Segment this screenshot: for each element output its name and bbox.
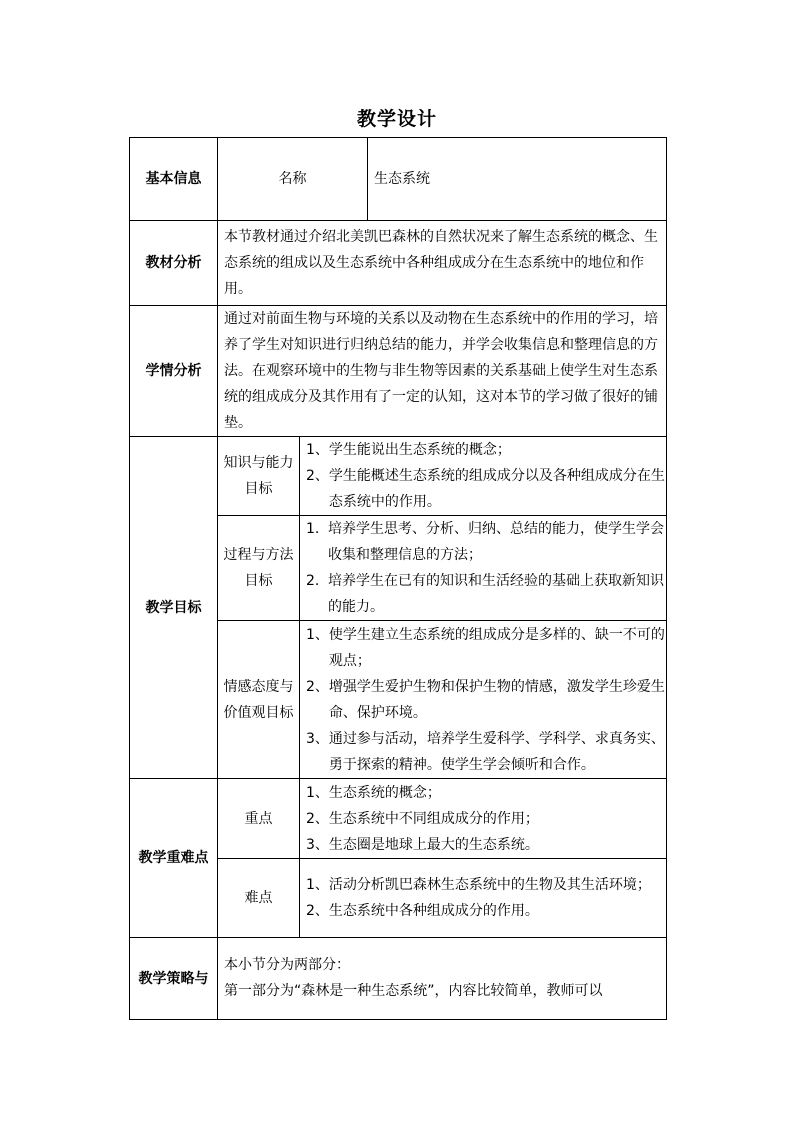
strategy-line-2: 第一部分为“森林是一种生态系统”，内容比较简单，教师可以 xyxy=(224,983,603,999)
lesson-plan-table xyxy=(129,137,667,1020)
key-point-label: 重点 xyxy=(218,779,300,859)
basic-info-row xyxy=(130,138,667,221)
strategy-header: 教学策略与 xyxy=(130,938,218,1020)
list-item: 1. 培养学生思考、分析、归纳、总结的能力，使学生学会收集和整理信息的方法； xyxy=(306,521,664,563)
list-item: 1、 学生能说出生态系统的概念； xyxy=(306,442,511,458)
strategy-row xyxy=(130,938,667,1020)
list-item: 1、 生态系统的概念； xyxy=(306,784,441,801)
list-item: 1、 使学生建立生态系统的组成成分是多样的、缺一不可的观点； xyxy=(306,626,665,669)
textbook-analysis-text: 本节教材通过介绍北美凯巴森林的自然状况来了解生态系统的概念、生态系统的组成以及生态系统中各种组成成分在生态系统中的地位和作用。 xyxy=(218,221,667,306)
name-label: 名称 xyxy=(218,138,368,221)
student-analysis-row xyxy=(130,306,667,437)
list-item: 2. 培养学生在已有的知识和生活经验的基础上获取新知识的能力。 xyxy=(306,573,664,615)
student-analysis-header: 学情分析 xyxy=(130,306,218,437)
basic-info-header: 基本信息 xyxy=(130,138,218,221)
list-item: 3、 通过参与活动，培养学生爱科学、学科学、求真务实、勇于探索的精神。使学生学会倾听和合作。 xyxy=(306,730,665,773)
objective-content-knowledge xyxy=(300,437,667,516)
objective-row-knowledge xyxy=(130,437,667,516)
key-points-header: 教学重难点 xyxy=(130,779,218,938)
list-item: 2、 增强学生爱护生物和保护生物的情感，激发学生珍爱生命、保护环境。 xyxy=(306,678,665,721)
difficult-point-content xyxy=(300,859,667,938)
textbook-analysis-header: 教材分析 xyxy=(130,221,218,306)
name-value: 生态系统 xyxy=(368,138,667,221)
objective-content-process xyxy=(300,516,667,621)
strategy-text xyxy=(218,938,667,1020)
objective-label-knowledge: 知识与能力目标 xyxy=(218,437,300,516)
list-item: 1、 活动分析凯巴森林生态系统中的生物及其生活环境； xyxy=(306,877,651,893)
list-item: 2、 学生能概述生态系统的组成成分以及各种组成成分在生态系统中的作用。 xyxy=(306,468,665,510)
strategy-line-1: 本小节分为两部分： xyxy=(224,957,350,973)
key-point-row xyxy=(130,779,667,859)
list-item: 2、 生态系统中各种组成成分的作用。 xyxy=(306,903,539,919)
key-point-content xyxy=(300,779,667,859)
list-item: 3、 生态圈是地球上最大的生态系统。 xyxy=(306,836,539,853)
objective-label-emotion: 情感态度与价值观目标 xyxy=(218,621,300,779)
objective-content-emotion xyxy=(300,621,667,779)
difficult-point-label: 难点 xyxy=(218,859,300,938)
objective-label-process: 过程与方法目标 xyxy=(218,516,300,621)
document-title: 教学设计 xyxy=(356,108,437,130)
objectives-header: 教学目标 xyxy=(130,437,218,779)
list-item: 2、 生态系统中不同组成成分的作用； xyxy=(306,810,539,827)
textbook-analysis-row xyxy=(130,221,667,306)
student-analysis-text: 通过对前面生物与环境的关系以及动物在生态系统中的作用的学习，培养了学生对知识进行归纳总结的能力，并学会收集信息和整理信息的方法。在观察环境中的生物与非生物等因素的关系基础上使学生对生态系统的组成成分及其作用有了一定的认知，这对本节的学习做了很好的铺垫。 xyxy=(218,306,667,437)
